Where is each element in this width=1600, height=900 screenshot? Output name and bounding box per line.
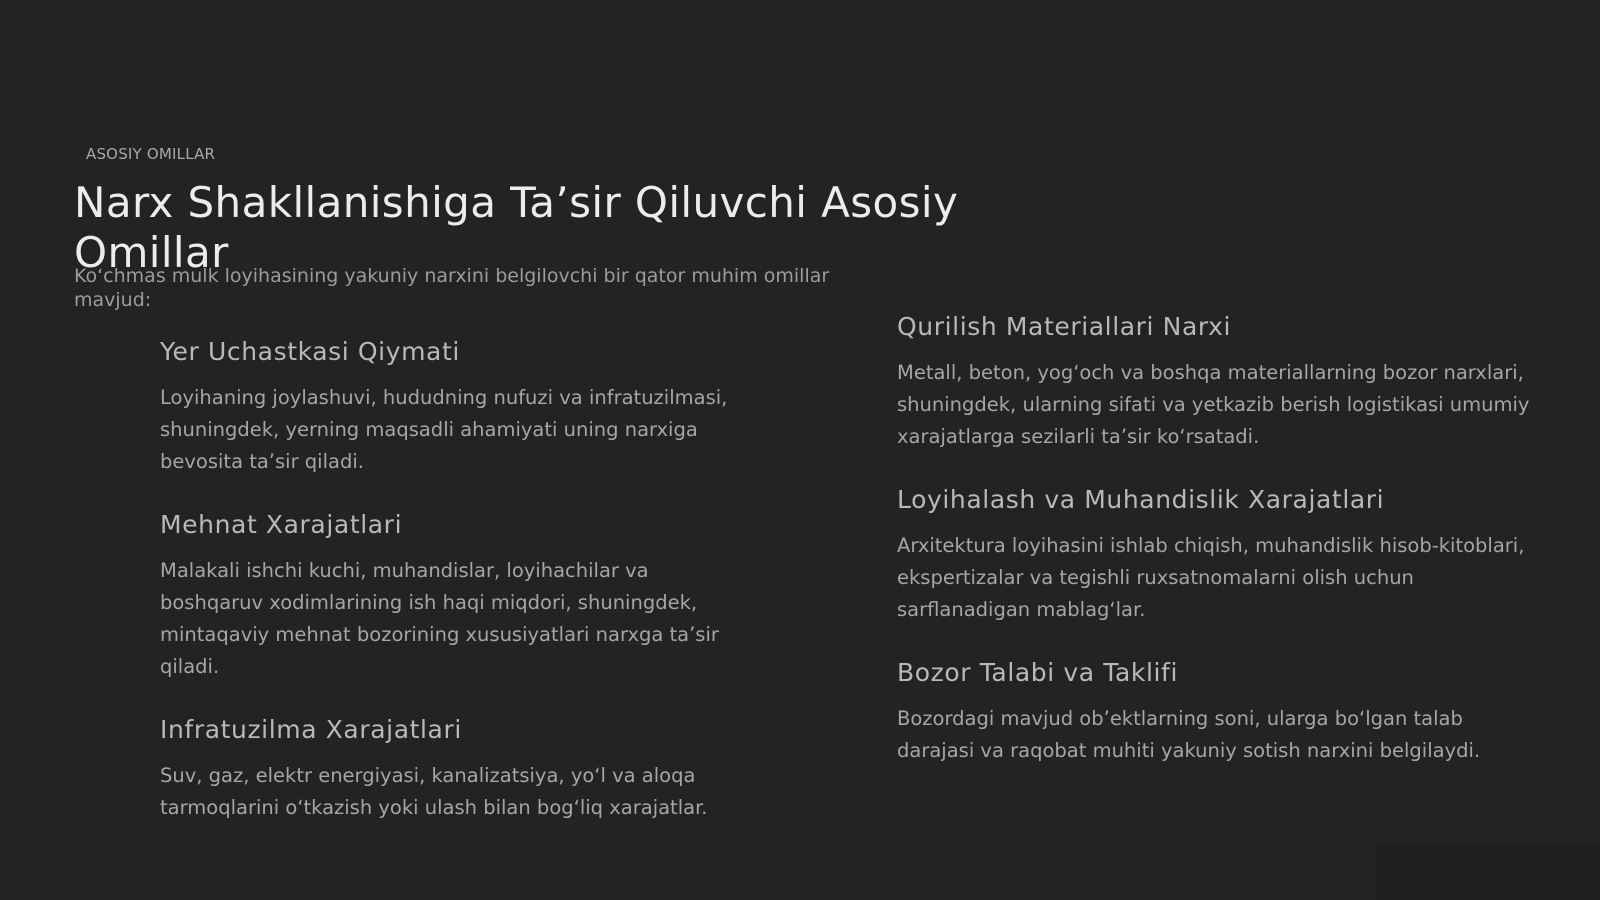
factor-description: Loyihaning joylashuvi, hududning nufuzi va infratuzilmasi, shuningdek, yerning maqsadli ahamiyati uning narxiga bevosita ta’sir qiladi. (160, 386, 728, 473)
factor-description: Bozordagi mavjud ob’ektlarning soni, ularga boʻlgan talab darajasi va raqobat muhiti yakuniy sotish narxini belgilaydi. (897, 707, 1481, 762)
factor-design-engineering-costs (897, 484, 1537, 626)
factor-description: Malakali ishchi kuchi, muhandislar, loyihachilar va boshqaruv xodimlarining ish haqi miqdori, shuningdek, mintaqaviy mehnat bozorining xususiyatlari narxga ta’sir qiladi. (160, 559, 719, 678)
section-eyebrow: ASOSIY OMILLAR (86, 145, 216, 163)
page-title: Narx Shakllanishiga Ta’sir Qiluvchi Asosiy Omillar (74, 178, 959, 277)
page-subtitle: Koʻchmas mulk loyihasining yakuniy narxini belgilovchi bir qator muhim omillar mavjud: (74, 265, 830, 311)
factor-title: Mehnat Xarajatlari (160, 510, 403, 539)
corner-overlay (1376, 844, 1600, 900)
factor-labor-costs (160, 509, 750, 683)
factor-title: Loyihalash va Muhandislik Xarajatlari (897, 485, 1385, 514)
factor-materials-price (897, 311, 1537, 453)
factor-description: Arxitektura loyihasini ishlab chiqish, muhandislik hisob-kitoblari, ekspertizalar va tegishli ruxsatnomalarni olish uchun sarflanadigan mablagʻlar. (897, 534, 1525, 621)
factor-description: Metall, beton, yogʻoch va boshqa materiallarning bozor narxlari, shuningdek, ularning sifati va yetkazib berish logistikasi umumiy xarajatlarga sezilarli ta’sir koʻrsatadi. (897, 361, 1530, 448)
factor-description: Suv, gaz, elektr energiyasi, kanalizatsiya, yoʻl va aloqa tarmoqlarini oʻtkazish yoki ulash bilan bogʻliq xarajatlar. (160, 764, 708, 819)
factor-title: Bozor Talabi va Taklifi (897, 658, 1178, 687)
factor-land-value (160, 336, 750, 478)
factor-title: Qurilish Materiallari Narxi (897, 312, 1232, 341)
factor-market-supply-demand (897, 657, 1537, 767)
factor-infrastructure-costs (160, 714, 750, 824)
factor-title: Infratuzilma Xarajatlari (160, 715, 462, 744)
factor-title: Yer Uchastkasi Qiymati (160, 337, 460, 366)
